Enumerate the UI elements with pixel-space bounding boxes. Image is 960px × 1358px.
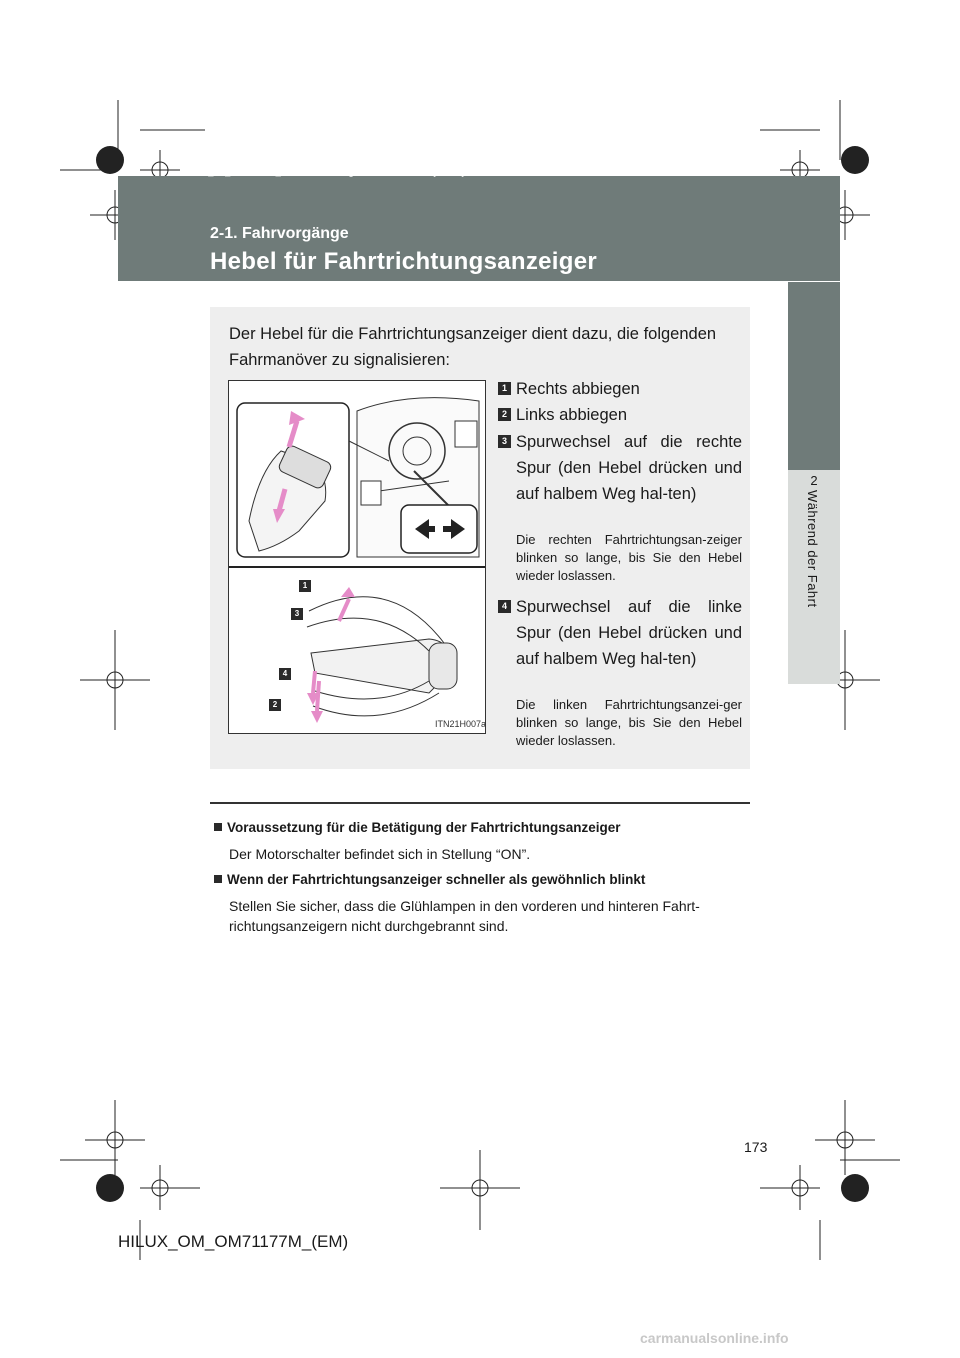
note-left: Die linken Fahrtrichtungsanzei-ger blinken so lange, bis Sie den Hebel wieder loslassen. [516,697,742,748]
item-right-turn: Rechts abbiegen [516,380,640,398]
watermark: carmanualsonline.info [640,1330,789,1346]
badge-1: 1 [498,382,511,395]
figure-label: ITN21H007a [435,719,487,729]
figure-callout-1: 1 [299,580,311,592]
figure-callout-3: 3 [291,608,303,620]
section-divider [210,802,750,804]
bullet-square-icon [214,823,222,831]
section-label: 2-1. Fahrvorgänge [210,225,349,242]
item-left-turn: Links abbiegen [516,406,628,424]
section-heading-1-text: Voraussetzung für die Betätigung der Fahrtrichtungsanzeiger [227,820,621,835]
item-lane-change-left: Spurwechsel auf die linke Spur (den Hebel drücken und auf halbem Weg hal-ten) [516,598,742,668]
section-heading-1 [214,820,621,835]
sidebar-chapter-box [788,282,840,470]
figure-callout-4: 4 [279,668,291,680]
item-lane-change-right: Spurwechsel auf die rechte Spur (den Hebel drücken und auf halbem Weg hal-ten) [516,433,742,503]
book-info: HILUX_OM_OM71177M_(EM).book Page 173 Wednesday, May 16, 2012 1:28 PM [180,168,563,178]
section-text-2: Stellen Sie sicher, dass die Glühlampen in den vorderen und hinteren Fahrt-richtungsanzeigern nicht durchgebrannt sind. [229,898,700,934]
sidebar-chapter-title: Während der Fahrt [805,490,820,608]
section-heading-2-text: Wenn der Fahrtrichtungsanzeiger schneller als gewöhnlich blinkt [227,872,646,887]
note-right: Die rechten Fahrtrichtungsan-zeiger blinken so lange, bis Sie den Hebel wieder loslassen. [516,532,742,583]
badge-4: 4 [498,600,511,613]
section-text-1: Der Motorschalter befindet sich in Stellung “ON”. [229,846,531,862]
bullet-square-icon [214,875,222,883]
badge-3: 3 [498,435,511,448]
section-heading-2 [214,872,645,887]
badge-2: 2 [498,408,511,421]
intro-text: Der Hebel für die Fahrtrichtungsanzeiger dient dazu, die folgenden Fahrmanöver zu signalisieren: [229,325,717,369]
lever-illustration [228,380,486,734]
lever-drawing [229,381,485,733]
page-number: 173 [744,1139,768,1155]
figure-callout-2: 2 [269,699,281,711]
footer-code: HILUX_OM_OM71177M_(EM) [118,1232,349,1251]
page-title: Hebel für Fahrtrichtungsanzeiger [210,248,597,275]
sidebar-chapter-number: 2 [810,473,818,488]
